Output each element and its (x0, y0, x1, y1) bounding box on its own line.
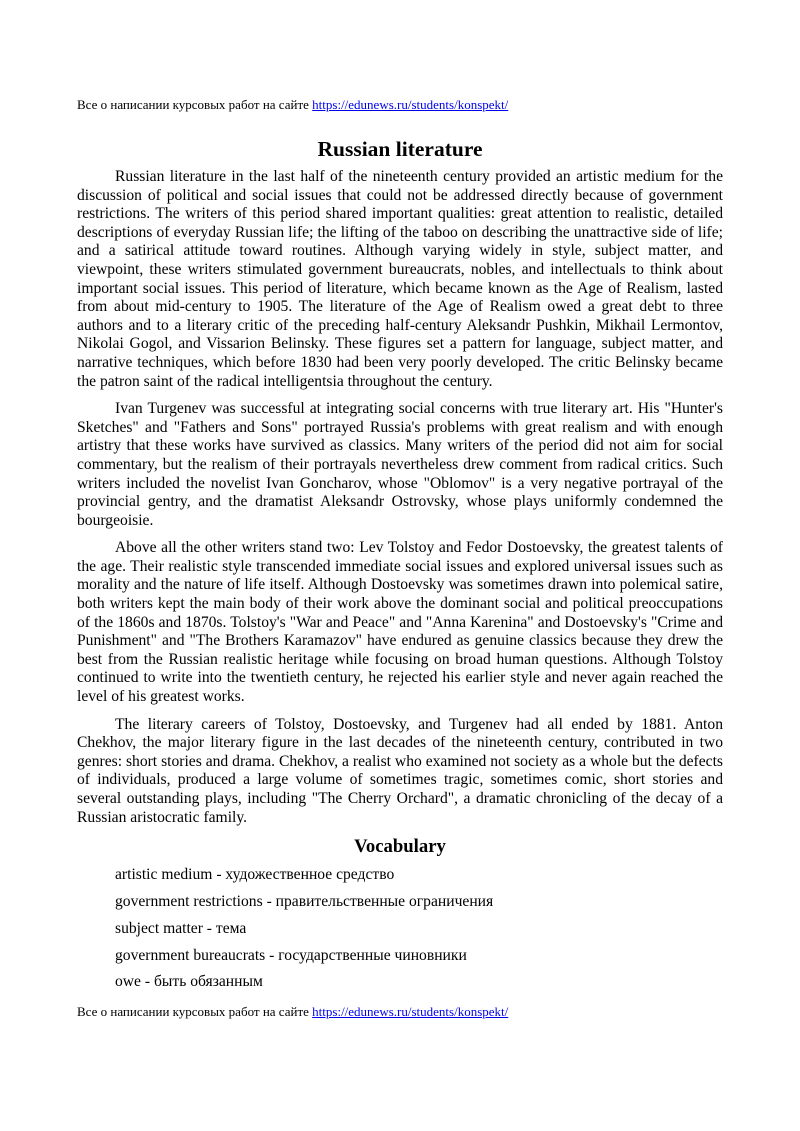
vocabulary-item: government bureaucrats - государственные чиновники (115, 946, 467, 964)
vocabulary-heading: Vocabulary (354, 836, 446, 858)
vocabulary-item: owe - быть обязанным (115, 973, 263, 991)
header-link[interactable]: https://edunews.ru/students/konspekt/ (312, 97, 509, 112)
footer-link[interactable]: https://edunews.ru/students/konspekt/ (312, 1004, 509, 1019)
paragraph-1: Russian literature in the last half of the nineteenth century provided an artistic medium for the discussion of political and social issues that could not be addressed directly because of government restrictions. The writers of this period shared important qualities: great attention to realistic, detailed descriptions of everyday Russian life; the lifting of the taboo on describing the unattractive side of life; and a satirical attitude toward routines. Although varying widely in style, subject matter, and viewpoint, these writers stimulated government bureaucrats, nobles, and intellectuals to think about important social issues. This period of literature, which became known as the Age of Realism, lasted from about mid-century to 1905. The literature of the Age of Realism owed a great debt to three authors and to a literary critic of the preceding half-century Aleksandr Pushkin, Mikhail Lermontov, Nikolai Gogol, and Vissarion Belinsky. These figures set a pattern for language, subject matter, and narrative techniques, which before 1830 had been very poorly developed. The critic Belinsky became the patron saint of the radical intelligentsia throughout the century. (77, 168, 723, 390)
footer-promo-line (77, 1004, 508, 1020)
document-body (77, 168, 723, 1000)
vocabulary-list (77, 866, 723, 992)
paragraph-2: Ivan Turgenev was successful at integrating social concerns with true literary art. His "Hunter's Sketches" and "Fathers and Sons" portrayed Russia's problems with great realism and with enough artistry that these works have survived as classics. Many writers of the period did not aim for social commentary, but the realism of their portrayals nevertheless drew comment from radical critics. Such writers included the novelist Ivan Goncharov, whose "Oblomov" is a very negative portrayal of the provincial gentry, and the dramatist Aleksandr Ostrovsky, whose plays uniformly condemned the bourgeoisie. (77, 400, 723, 529)
header-promo-line (77, 97, 508, 113)
footer-promo-text: Все о написании курсовых работ на сайте (77, 1004, 313, 1019)
vocabulary-item: subject matter - тема (115, 919, 247, 937)
page-title: Russian literature (317, 137, 483, 161)
paragraph-4: The literary careers of Tolstoy, Dostoevsky, and Turgenev had all ended by 1881. Anton Chekhov, the major literary figure in the last decades of the nineteenth century, contributed in two genres: short stories and drama. Chekhov, a realist who examined not society as a whole but the defects of individuals, produced a large volume of sometimes tragic, sometimes comic, short stories and several outstanding plays, including "The Cherry Orchard", a dramatic chronicling of the decay of a Russian aristocratic family. (77, 715, 723, 826)
header-promo-text: Все о написании курсовых работ на сайте (77, 97, 313, 112)
vocabulary-item: artistic medium - художественное средство (115, 866, 395, 884)
vocabulary-item: government restrictions - правительственные ограничения (115, 892, 494, 910)
paragraph-3: Above all the other writers stand two: Lev Tolstoy and Fedor Dostoevsky, the greatest talents of the age. Their realistic style transcended immediate social issues and explored universal issues such as morality and the nature of life itself. Although Dostoevsky was sometimes drawn into polemical satire, both writers kept the main body of their work above the dominant social and political preoccupations of the 1860s and 1870s. Tolstoy's "War and Peace" and "Anna Karenina" and Dostoevsky's "Crime and Punishment" and "The Brothers Karamazov" have endured as genuine classics because they drew the best from the Russian realistic heritage while focusing on broad human questions. Although Tolstoy continued to write into the twentieth century, he rejected his earlier style and never again reached the level of his greatest works. (77, 539, 723, 706)
